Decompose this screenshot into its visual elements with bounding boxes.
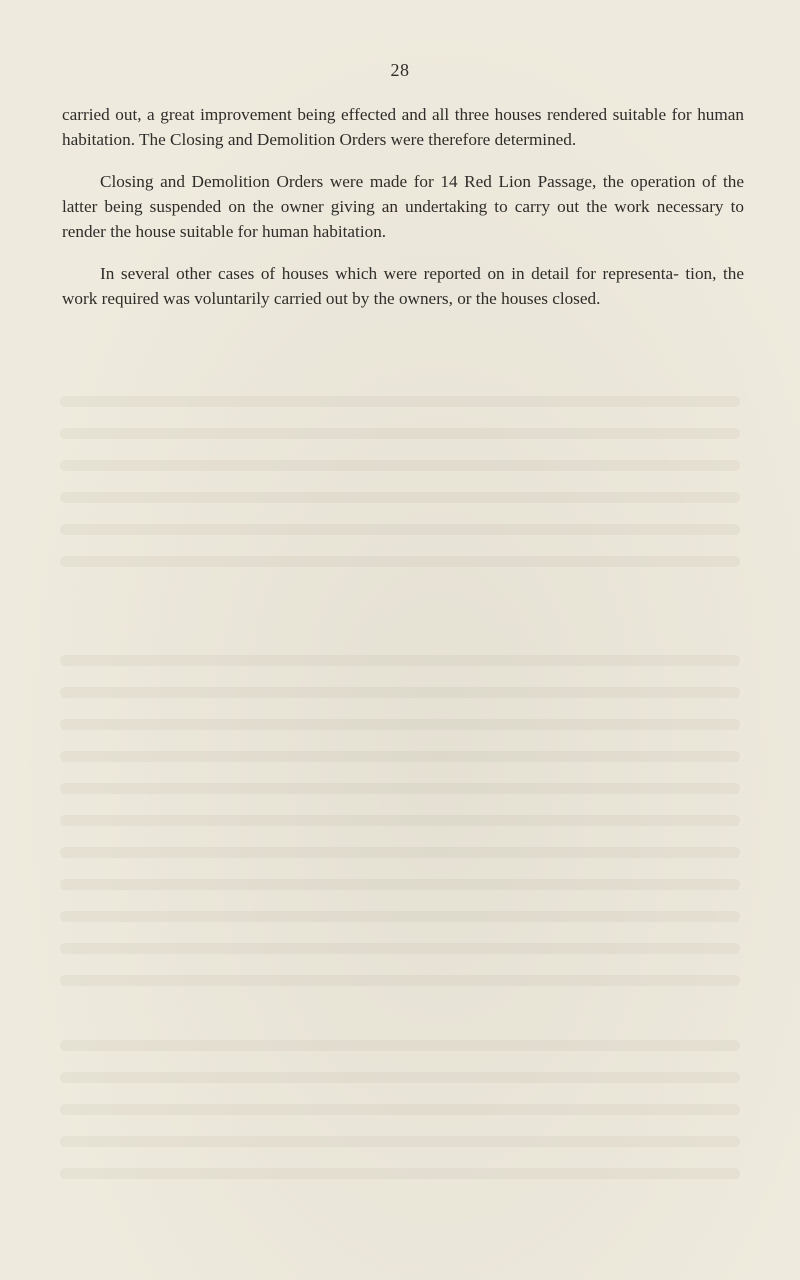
- show-through-line: [60, 911, 740, 922]
- show-through-line: [60, 879, 740, 890]
- show-through-line: [60, 751, 740, 762]
- paragraph: In several other cases of houses which were reported on in detail for representa- tion, the work required was voluntarily carried out by the owners, or the houses closed.: [62, 264, 744, 308]
- show-through-line: [60, 847, 740, 858]
- show-through-line: [60, 815, 740, 826]
- body-text: [62, 102, 744, 328]
- show-through-line: [60, 687, 740, 698]
- show-through-line: [60, 556, 740, 567]
- paragraph: carried out, a great improvement being effected and all three houses rendered suitable for human habitation. The Closing and Demolition Orders were therefore determined.: [62, 105, 744, 149]
- show-through-line: [60, 1072, 740, 1083]
- show-through-line: [60, 975, 740, 986]
- paragraph: Closing and Demolition Orders were made for 14 Red Lion Passage, the operation of the latter being suspended on the owner giving an undertaking to carry out the work necessary to render the house suitable for human habitation.: [62, 172, 744, 241]
- show-through-line: [60, 1168, 740, 1179]
- show-through-line: [60, 943, 740, 954]
- show-through-line: [60, 1040, 740, 1051]
- show-through-line: [60, 460, 740, 471]
- show-through-line: [60, 655, 740, 666]
- show-through-line: [60, 719, 740, 730]
- show-through-line: [60, 783, 740, 794]
- show-through-line: [60, 524, 740, 535]
- show-through-line: [60, 428, 740, 439]
- show-through-line: [60, 492, 740, 503]
- show-through-line: [60, 396, 740, 407]
- show-through-line: [60, 1104, 740, 1115]
- page-number: 28: [390, 60, 410, 80]
- show-through-line: [60, 1136, 740, 1147]
